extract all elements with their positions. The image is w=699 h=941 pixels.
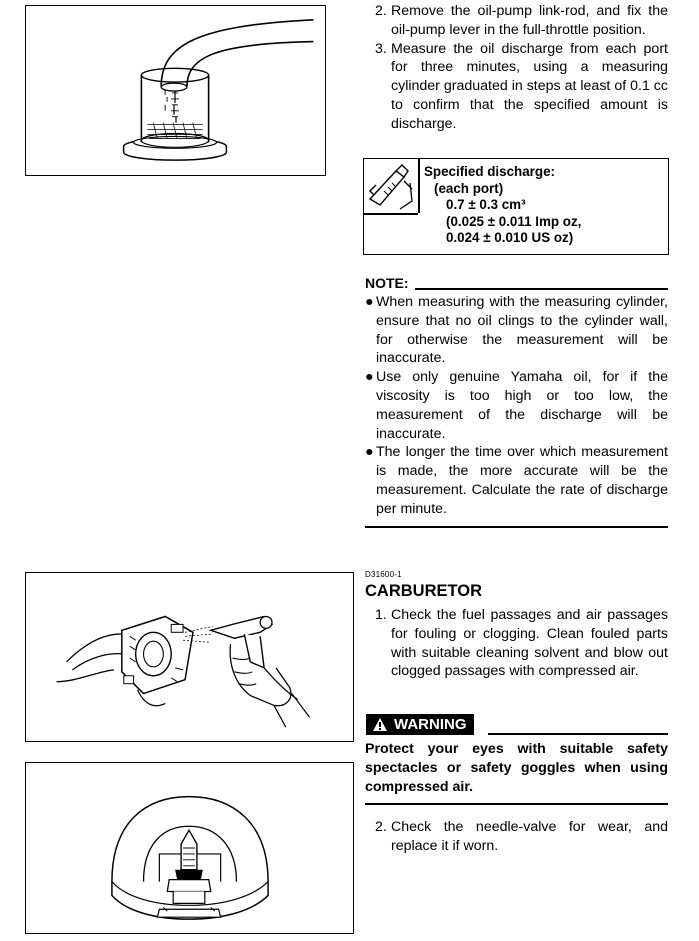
step-check-fuel-passages: 1. Check the fuel passages and air passages for fouling or clogging. Clean fouled parts with suitable cleaning solvent and blow out clogged passages with compressed air.	[375, 607, 668, 680]
warning-text: Protect your eyes with suitable safety spectacles or safety goggles when using compressed air.	[365, 741, 668, 795]
note-heading: NOTE:	[365, 275, 409, 291]
warning-badge	[366, 714, 474, 735]
spec-value-us: 0.024 ± 0.010 US oz)	[446, 230, 574, 246]
note-end-rule	[365, 526, 668, 528]
note-bullet: ● Use only genuine Yamaha oil, for if the viscosity is too high or too low, the measurement of the discharge will be inaccurate.	[365, 369, 668, 442]
note-bullet: ● The longer the time over which measurement is made, the more accurate will be the measurement. Calculate the rate of discharge per minute.	[365, 444, 668, 517]
warning-triangle-icon	[372, 717, 388, 732]
note-bullet: ● When measuring with the measuring cylinder, ensure that no oil clings to the cylinder wall, for otherwise the measurement will be inaccurate.	[365, 294, 668, 367]
section-title: CARBURETOR	[365, 582, 483, 600]
bullet-icon: ●	[365, 294, 374, 310]
warning-label: WARNING	[394, 716, 467, 733]
bullet-icon: ●	[365, 444, 374, 461]
spec-text	[424, 164, 581, 247]
bullet-icon: ●	[365, 369, 374, 386]
document-id: D31600-1	[365, 570, 402, 579]
compressed-air-figure	[25, 572, 354, 742]
note-list	[365, 293, 668, 519]
needle-valve-figure	[25, 762, 354, 934]
note-rule	[415, 288, 668, 290]
caliper-icon	[366, 161, 414, 211]
spec-sub: (each port)	[434, 180, 504, 196]
warning-end-rule	[365, 803, 668, 805]
warning-rule	[488, 733, 668, 735]
spec-value-cm3: 0.7 ± 0.3 cm³	[446, 197, 526, 213]
spec-title: Specified discharge:	[424, 164, 555, 179]
step-measure-discharge: 3. Measure the oil discharge from each port for three minutes, using a measuring cylinder graduated in steps at least of 0.1 cc to confirm that the specified amount is discharge.	[375, 40, 668, 132]
step-remove-link-rod: 2. Remove the oil-pump link-rod, and fix the oil-pump lever in the full-throttle position.	[375, 3, 668, 38]
spec-value-imp: (0.025 ± 0.011 Imp oz,	[446, 213, 582, 229]
measuring-cylinder-figure	[25, 5, 326, 176]
spec-box	[363, 158, 669, 255]
step-check-needle-valve: 2. Check the needle-valve for wear, and replace it if worn.	[375, 819, 668, 854]
